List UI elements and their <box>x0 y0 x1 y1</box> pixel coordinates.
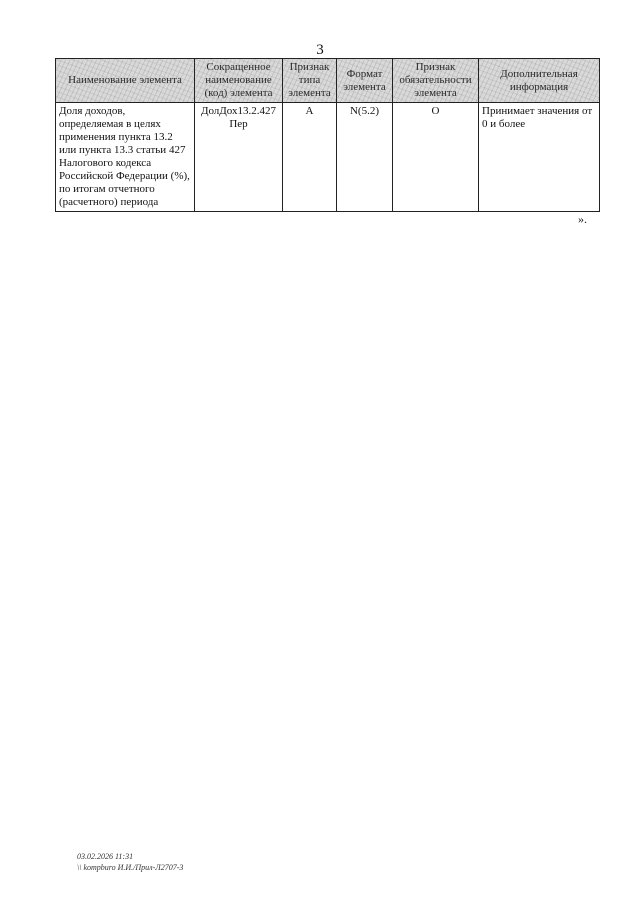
footer-stamp <box>77 851 183 873</box>
footer-file-path: \\ kompburo И.И./Прил-Л2707-3 <box>77 863 184 872</box>
header-element-name: Наименование элемента <box>56 59 195 103</box>
header-additional-info: Дополнительная информация <box>479 59 600 103</box>
cell-element-code: ДолДох13.2.427 Пер <box>195 103 283 212</box>
header-element-required: Признак обязательности элемента <box>393 59 479 103</box>
header-element-code: Сокращенное наименование (код) элемента <box>195 59 283 103</box>
cell-element-required: О <box>393 103 479 212</box>
header-element-format: Формат элемента <box>337 59 393 103</box>
cell-element-format: N(5.2) <box>337 103 393 212</box>
footer-timestamp: 03.02.2026 11:31 <box>77 852 134 861</box>
cell-additional-info: Принимает значения от 0 и более <box>479 103 600 212</box>
element-spec-table <box>55 58 600 212</box>
cell-element-name: Доля доходов, определяемая в целях применения пункта 13.2 или пункта 13.3 статьи 427 Налогового кодекса Российской Федерации (%), по итогам отчетного (расчетного) периода <box>56 103 195 212</box>
closing-quote: ». <box>578 212 587 226</box>
cell-element-type: А <box>283 103 337 212</box>
table-row <box>56 103 600 212</box>
table-header-row <box>56 59 600 103</box>
page-number: 3 <box>316 42 324 58</box>
header-element-type: Признак типа элемента <box>283 59 337 103</box>
